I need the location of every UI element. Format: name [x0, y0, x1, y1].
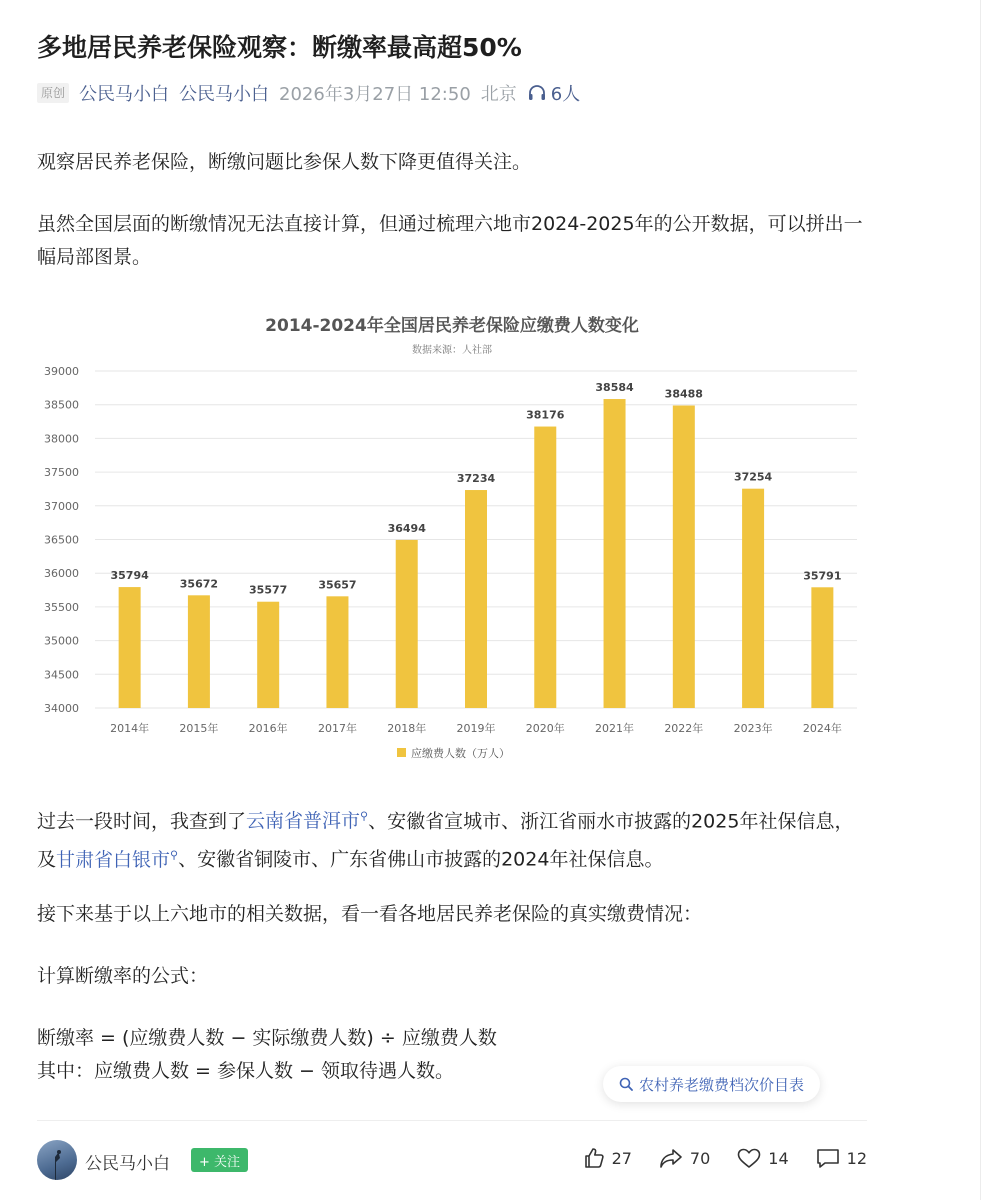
y-tick-label: 36000	[44, 567, 79, 581]
y-tick-label: 35500	[44, 600, 79, 614]
data-label: 37234	[456, 472, 496, 486]
x-tick-label: 2015年	[179, 722, 219, 735]
bar-2014年	[119, 587, 141, 708]
x-tick-label: 2024年	[802, 722, 842, 735]
page-right-border	[980, 0, 981, 1200]
y-tick-label: 39000	[44, 365, 79, 378]
sources-text-b: 、安徽省宣城市、浙江省丽水市披露的2025年社保信息，及	[37, 810, 854, 871]
publish-location: 北京	[480, 84, 517, 105]
x-tick-label: 2014年	[110, 722, 150, 735]
share-count: 70	[689, 1148, 711, 1168]
paragraph-formula-intro: 计算断缴率的公式：	[37, 965, 209, 987]
link-baiyin[interactable]	[56, 849, 178, 871]
x-tick-label: 2022年	[664, 722, 704, 735]
search-mark-icon: ⚲	[170, 848, 179, 862]
article-meta	[37, 80, 580, 106]
x-tick-label: 2019年	[456, 722, 496, 735]
bar-2024年	[811, 587, 833, 708]
search-mark-icon: ⚲	[360, 810, 369, 823]
formula-line-1: 断缴率 = (应缴费人数 − 实际缴费人数) ÷ 应缴费人数	[37, 1027, 497, 1049]
paragraph-intro: 观察居民养老保险，断缴问题比参保人数下降更值得关注。	[37, 151, 532, 173]
data-label: 37254	[733, 470, 773, 484]
search-icon	[619, 1077, 633, 1091]
y-tick-label: 35000	[44, 634, 79, 648]
author-link[interactable]: 公民马小白	[79, 84, 170, 105]
listen-button[interactable]	[527, 80, 580, 106]
paragraph-next: 接下来基于以上六地市的相关数据，看一看各地居民养老保险的真实缴费情况：	[37, 903, 703, 925]
share-arrow-icon	[658, 1146, 684, 1170]
favorite-button[interactable]	[736, 1146, 788, 1170]
paragraph-sources	[37, 800, 867, 877]
bar-2019年	[465, 490, 487, 708]
y-tick-label: 34000	[44, 702, 79, 715]
bar-2016年	[257, 602, 279, 708]
data-label: 35577	[249, 583, 288, 597]
follow-button[interactable]: + 关注	[191, 1148, 248, 1172]
avatar[interactable]	[37, 1140, 77, 1180]
bar-2023年	[742, 489, 764, 708]
chart-title: 2014-2024年全国居民养老保险应缴费人数变化	[265, 316, 639, 336]
x-tick-label: 2017年	[317, 722, 357, 735]
article-title: 多地居民养老保险观察：断缴率最高超50%	[37, 33, 522, 62]
listen-count: 6人	[550, 84, 581, 105]
comment-count: 12	[846, 1148, 867, 1168]
y-tick-label: 36500	[44, 533, 79, 547]
data-label: 38176	[526, 408, 565, 422]
data-label: 35794	[110, 569, 149, 583]
paragraph-context: 虽然全国层面的断缴情况无法直接计算，但通过梳理六地市2024-2025年的公开数据，可以拼出一幅局部图景。	[37, 213, 863, 268]
y-tick-label: 38500	[44, 398, 79, 412]
x-tick-label: 2020年	[525, 722, 565, 735]
publish-datetime: 2026年3月27日 12:50	[279, 84, 471, 105]
data-label: 38584	[595, 381, 634, 395]
bar-2015年	[188, 595, 210, 708]
action-bar	[582, 1146, 867, 1170]
data-label: 35657	[318, 578, 357, 592]
favorite-count: 14	[768, 1148, 789, 1168]
account-link[interactable]: 公民马小白	[179, 84, 270, 105]
share-button[interactable]	[658, 1146, 710, 1170]
headphones-icon	[527, 84, 547, 102]
link-baiyin-label: 甘肃省白银市	[56, 848, 171, 871]
y-tick-label: 38000	[44, 432, 79, 446]
link-puer-label: 云南省普洱市	[246, 810, 361, 833]
article-footer	[37, 1140, 867, 1182]
avatar-figure-icon	[37, 1140, 77, 1180]
legend-label: 应缴费人数（万人）	[411, 747, 510, 760]
related-search-label: 农村养老缴费档次价目表	[639, 1075, 805, 1094]
data-label: 35672	[179, 577, 219, 591]
original-badge: 原创	[37, 83, 69, 103]
chart-subtitle: 数据来源：人社部	[412, 345, 492, 356]
link-puer[interactable]	[246, 810, 368, 832]
legend-swatch	[397, 748, 406, 757]
bar-2017年	[326, 596, 348, 708]
x-tick-label: 2016年	[248, 722, 288, 735]
thumbs-up-icon	[582, 1146, 606, 1170]
y-tick-label: 34500	[44, 668, 79, 682]
bar-2022年	[673, 406, 695, 708]
heart-icon	[736, 1146, 762, 1170]
like-count: 27	[611, 1148, 632, 1168]
y-tick-label: 37000	[44, 499, 79, 513]
related-search-pill[interactable]	[603, 1066, 820, 1102]
data-label: 38488	[664, 387, 703, 401]
like-button[interactable]	[582, 1146, 632, 1170]
sources-text-a: 过去一段时间，我查到了	[37, 810, 247, 833]
footer-divider	[37, 1120, 867, 1121]
data-label: 35791	[803, 569, 842, 583]
bar-2020年	[534, 427, 556, 708]
formula-line-2: 其中：应缴费人数 = 参保人数 − 领取待遇人数。	[37, 1060, 454, 1082]
comment-button[interactable]	[815, 1146, 867, 1170]
comment-bubble-icon	[815, 1146, 841, 1170]
bar-2021年	[604, 399, 626, 708]
x-tick-label: 2023年	[733, 722, 773, 735]
bar-chart	[37, 298, 867, 773]
y-tick-label: 37500	[44, 466, 79, 480]
data-label: 36494	[387, 521, 426, 535]
x-tick-label: 2021年	[595, 722, 635, 735]
bar-2018年	[396, 540, 418, 708]
x-tick-label: 2018年	[387, 722, 427, 735]
sources-text-c: 、安徽省铜陵市、广东省佛山市披露的2024年社保信息。	[178, 848, 664, 871]
footer-author-name[interactable]: 公民马小白	[85, 1154, 170, 1174]
